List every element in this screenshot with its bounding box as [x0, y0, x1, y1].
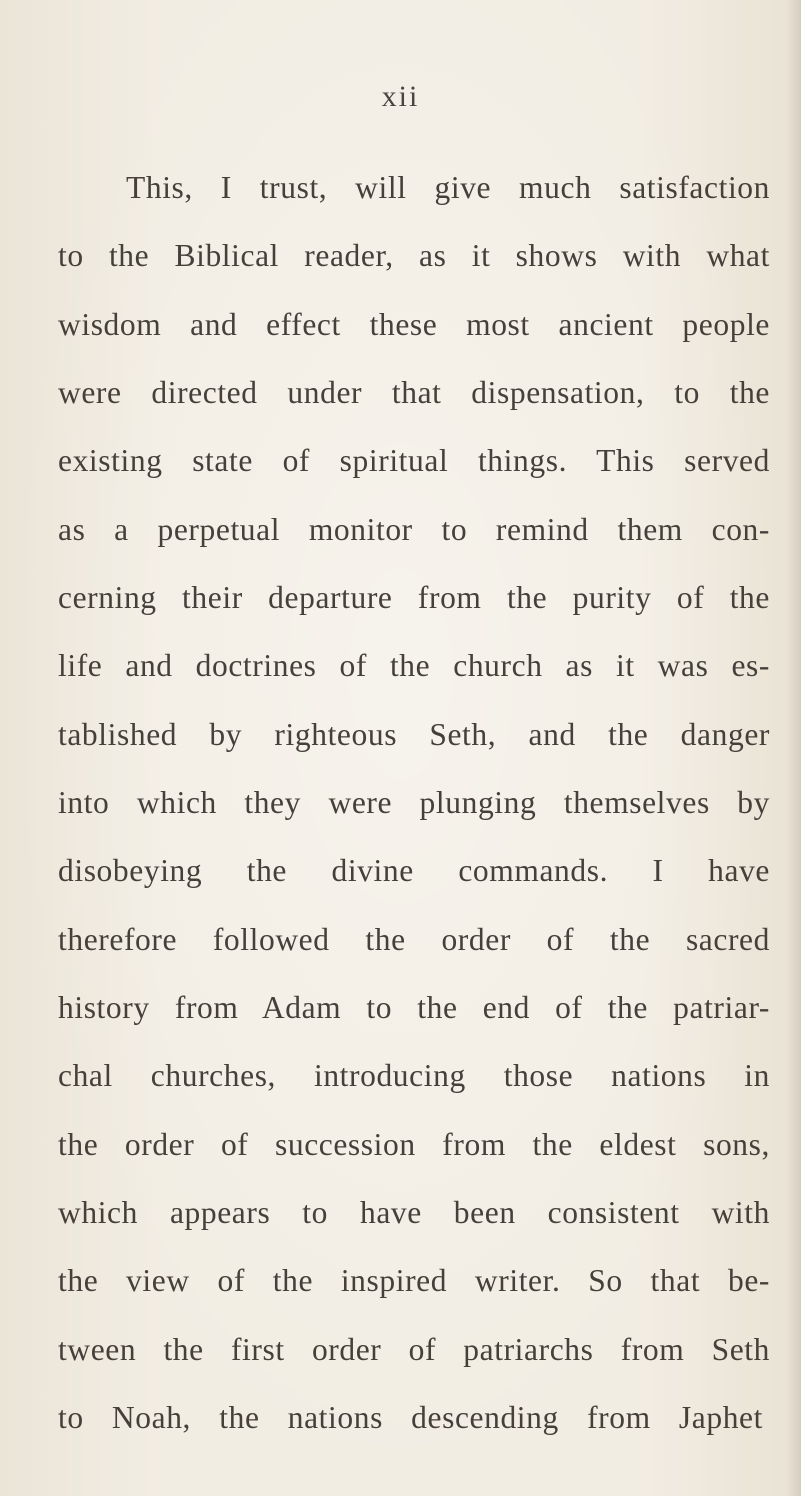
text-line: tween the first order of patriarchs from Seth — [58, 1331, 770, 1367]
text-line: to Noah, the nations descending from Japhet — [58, 1400, 763, 1435]
text-line: chal churches, introducing those nations in — [58, 1058, 770, 1094]
text-line: tablished by righteous Seth, and the danger — [58, 716, 770, 752]
text-line: history from Adam to the end of the patriar- — [58, 990, 770, 1025]
text-line: as a perpetual monitor to remind them con- — [58, 511, 770, 547]
text-line: into which they were plunging themselves by — [58, 785, 770, 820]
text-line: therefore followed the order of the sacred — [58, 921, 770, 957]
text-line: cerning their departure from the purity of the — [58, 580, 770, 615]
text-line: to the Biblical reader, as it shows with what — [58, 238, 770, 274]
text-line: life and doctrines of the church as it was es- — [58, 648, 770, 684]
text-line: existing state of spiritual things. This served — [58, 443, 770, 479]
text-line: the order of succession from the eldest sons, — [58, 1126, 770, 1162]
text-line: the view of the inspired writer. So that be- — [58, 1263, 770, 1299]
text-line: This, I trust, will give much satisfaction — [126, 170, 770, 205]
text-line: were directed under that dispensation, to the — [58, 375, 770, 410]
page-number: xii — [381, 80, 420, 113]
text-line: disobeying the divine commands. I have — [58, 853, 770, 889]
text-line: which appears to have been consistent with — [58, 1195, 770, 1230]
text-line: wisdom and effect these most ancient people — [58, 306, 770, 342]
